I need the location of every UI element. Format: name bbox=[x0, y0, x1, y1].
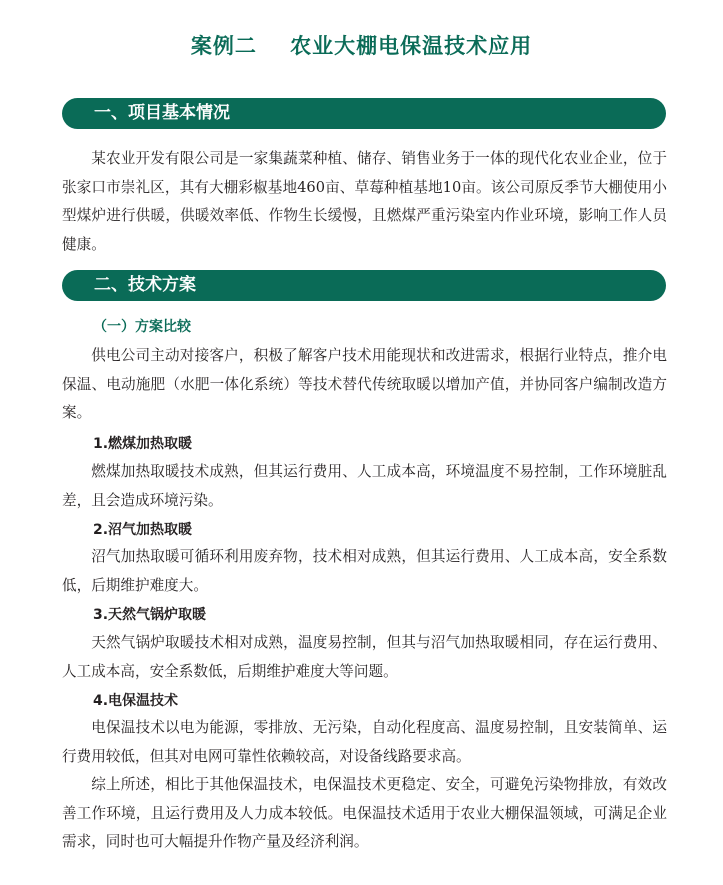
item-heading-natural-gas: 3.天然气锅炉取暖 bbox=[93, 607, 207, 623]
item-heading-coal: 1.燃煤加热取暖 bbox=[93, 436, 193, 452]
item-text-biogas: 沼气加热取暖可循环利用废弃物，技术相对成熟，但其运行费用、人工成本高，安全系数低，后期维护难度大。 bbox=[62, 548, 667, 594]
item-heading-electric: 4.电保温技术 bbox=[93, 693, 179, 709]
item-heading-biogas: 2.沼气加热取暖 bbox=[93, 522, 193, 538]
conclusion-paragraph: 综上所述，相比于其他保温技术，电保温技术更稳定、安全，可避免污染物排放，有效改善工作环境，且运行费用及人力成本较低。电保温技术适用于农业大棚保温领域，可满足企业需求，同时也可大幅提升作物产量及经济利润。 bbox=[62, 776, 667, 850]
page-title: 案例二 农业大棚电保温技术应用 bbox=[190, 34, 533, 58]
section-heading-technical-plan: 二、技术方案 bbox=[62, 270, 666, 301]
section-heading-basic-info: 一、项目基本情况 bbox=[62, 98, 666, 129]
subheading-plan-comparison: （一）方案比较 bbox=[93, 319, 191, 335]
item-text-electric: 电保温技术以电为能源，零排放、无污染，自动化程度高、温度易控制，且安装简单、运行费用较低，但其对电网可靠性依赖较高，对设备线路要求高。 bbox=[62, 719, 667, 765]
item-text-coal: 燃煤加热取暖技术成熟，但其运行费用、人工成本高，环境温度不易控制，工作环境脏乱差，且会造成环境污染。 bbox=[62, 463, 667, 509]
basic-info-paragraph: 某农业开发有限公司是一家集蔬菜种植、储存、销售业务于一体的现代化农业企业，位于张家口市崇礼区，其有大棚彩椒基地460亩、草莓种植基地10亩。该公司原反季节大棚使用小型煤炉进行供暖，供暖效率低、作物生长缓慢，且燃煤严重污染室内作业环境，影响工作人员健康。 bbox=[62, 150, 667, 253]
plan-intro-paragraph: 供电公司主动对接客户，积极了解客户技术用能现状和改进需求，根据行业特点，推介电保温、电动施肥（水肥一体化系统）等技术替代传统取暖以增加产值，并协同客户编制改造方案。 bbox=[62, 347, 667, 421]
item-text-natural-gas: 天然气锅炉取暖技术相对成熟，温度易控制，但其与沼气加热取暖相同，存在运行费用、人工成本高，安全系数低，后期维护难度大等问题。 bbox=[62, 634, 667, 680]
